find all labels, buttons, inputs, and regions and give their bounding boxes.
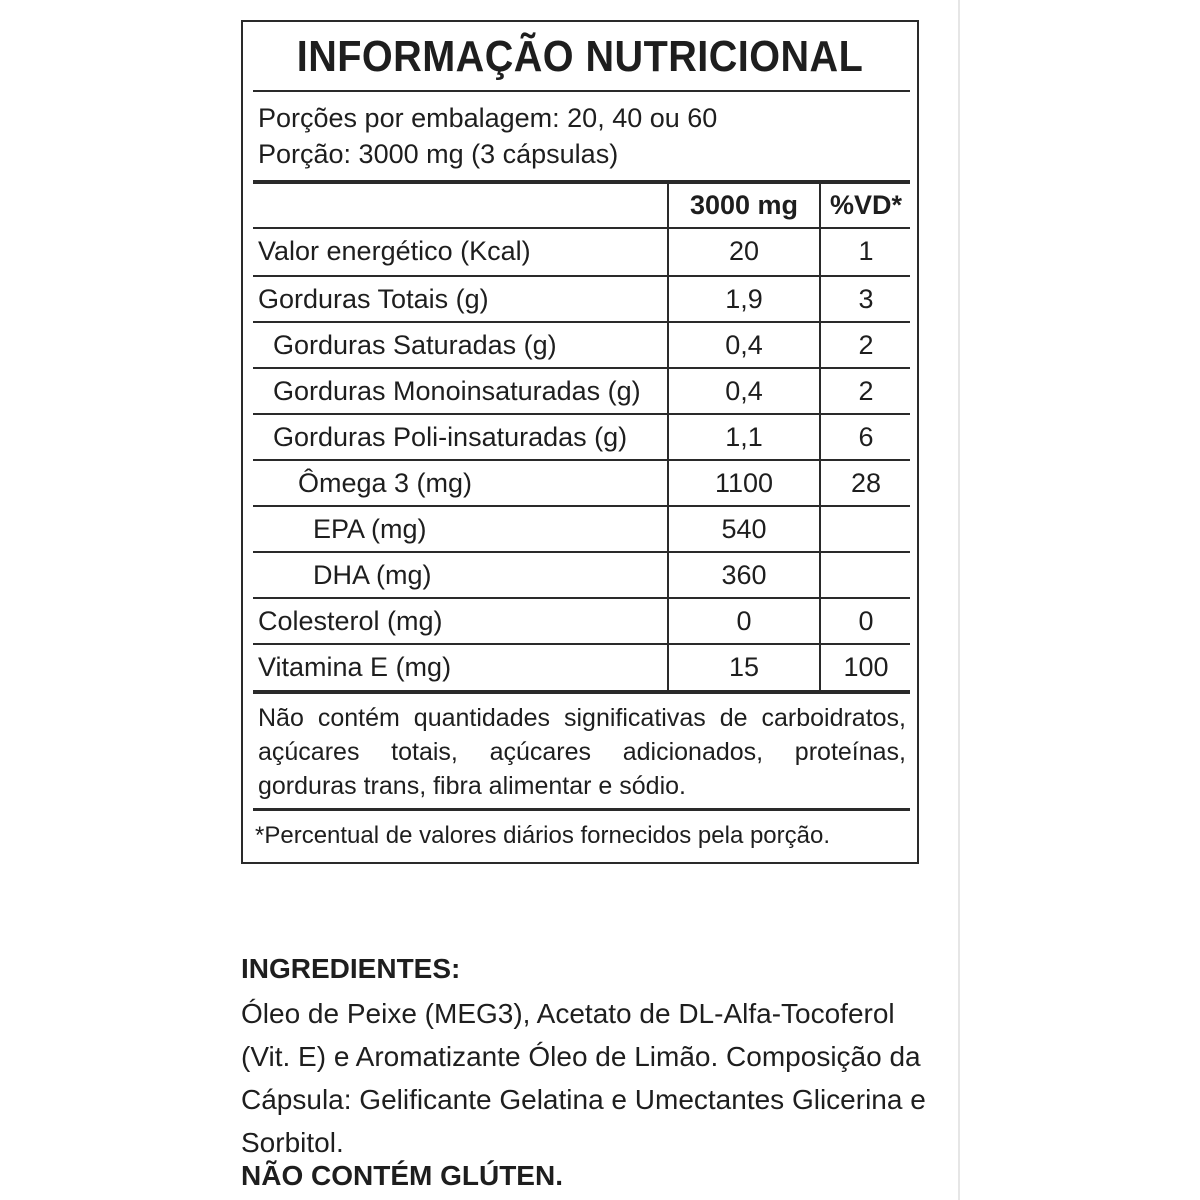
nutrient-amount: 1,1 — [725, 421, 763, 452]
servings-per-package: Porções por embalagem: 20, 40 ou 60 — [258, 103, 718, 133]
nutrient-amount: 540 — [721, 513, 767, 544]
nutrient-name: Colesterol (mg) — [258, 605, 443, 636]
ingredients-line: Cápsula: Gelificante Gelatina e Umectantes Glicerina e — [241, 1084, 926, 1115]
nutrient-name: Gorduras Monoinsaturadas (g) — [273, 375, 641, 406]
ingredients-line: Sorbitol. — [241, 1127, 344, 1158]
serving-size: Porção: 3000 mg (3 cápsulas) — [258, 139, 619, 169]
nutrient-dv: 100 — [843, 651, 889, 682]
daily-value-footnote: *Percentual de valores diários fornecidos pela porção. — [255, 822, 831, 849]
column-header-amount: 3000 mg — [689, 190, 799, 220]
nutrient-amount: 20 — [728, 235, 760, 266]
table-bottom-divider — [253, 690, 910, 694]
nutrient-dv: 28 — [850, 467, 882, 498]
ingredients-heading: INGREDIENTES: — [241, 953, 461, 984]
nutrient-name: Gorduras Saturadas (g) — [273, 329, 557, 360]
title-divider — [253, 90, 910, 92]
nutrient-amount: 15 — [728, 651, 760, 682]
nutrient-dv: 6 — [858, 421, 874, 452]
nutrient-amount: 0,4 — [725, 329, 763, 360]
nutrient-name: Valor energético (Kcal) — [258, 235, 531, 266]
nutrient-amount: 0,4 — [725, 375, 763, 406]
nutrient-amount: 1,9 — [725, 283, 763, 314]
nutrient-name: DHA (mg) — [313, 559, 432, 590]
panel-title: INFORMAÇÃO NUTRICIONAL — [296, 32, 864, 81]
nutrition-facts-panel — [241, 20, 919, 864]
ingredients-line: (Vit. E) e Aromatizante Óleo de Limão. Composição da — [241, 1041, 921, 1072]
nutrient-name: EPA (mg) — [313, 513, 427, 544]
note-divider — [253, 808, 910, 811]
nutrient-name: Gorduras Poli-insaturadas (g) — [273, 421, 628, 452]
nutrient-amount: 0 — [736, 605, 752, 636]
ingredients-line: Óleo de Peixe (MEG3), Acetato de DL-Alfa-Tocoferol — [241, 998, 895, 1029]
column-header-dv: %VD* — [829, 190, 903, 220]
nutrient-dv — [821, 507, 911, 551]
nutrient-name: Vitamina E (mg) — [258, 651, 452, 682]
not-significant-note: Não contém quantidades significativas de carboidratos, açúcares totais, açúcares adicionados, proteínas, gorduras trans, fibra alimentar e sódio. — [258, 704, 906, 800]
gluten-free-statement: NÃO CONTÉM GLÚTEN. — [241, 1160, 563, 1191]
nutrient-name: Gorduras Totais (g) — [258, 283, 489, 314]
nutrient-amount: 1100 — [714, 467, 774, 498]
nutrient-dv: 0 — [858, 605, 874, 636]
nutrient-dv: 2 — [858, 375, 874, 406]
nutrient-dv: 2 — [858, 329, 874, 360]
nutrient-dv — [821, 553, 911, 597]
page-divider — [958, 0, 960, 1200]
nutrient-amount: 360 — [721, 559, 767, 590]
nutrient-name: Ômega 3 (mg) — [298, 467, 473, 498]
ingredients-text — [241, 992, 926, 1164]
nutrient-dv: 3 — [858, 283, 874, 314]
nutrient-dv: 1 — [858, 235, 874, 266]
